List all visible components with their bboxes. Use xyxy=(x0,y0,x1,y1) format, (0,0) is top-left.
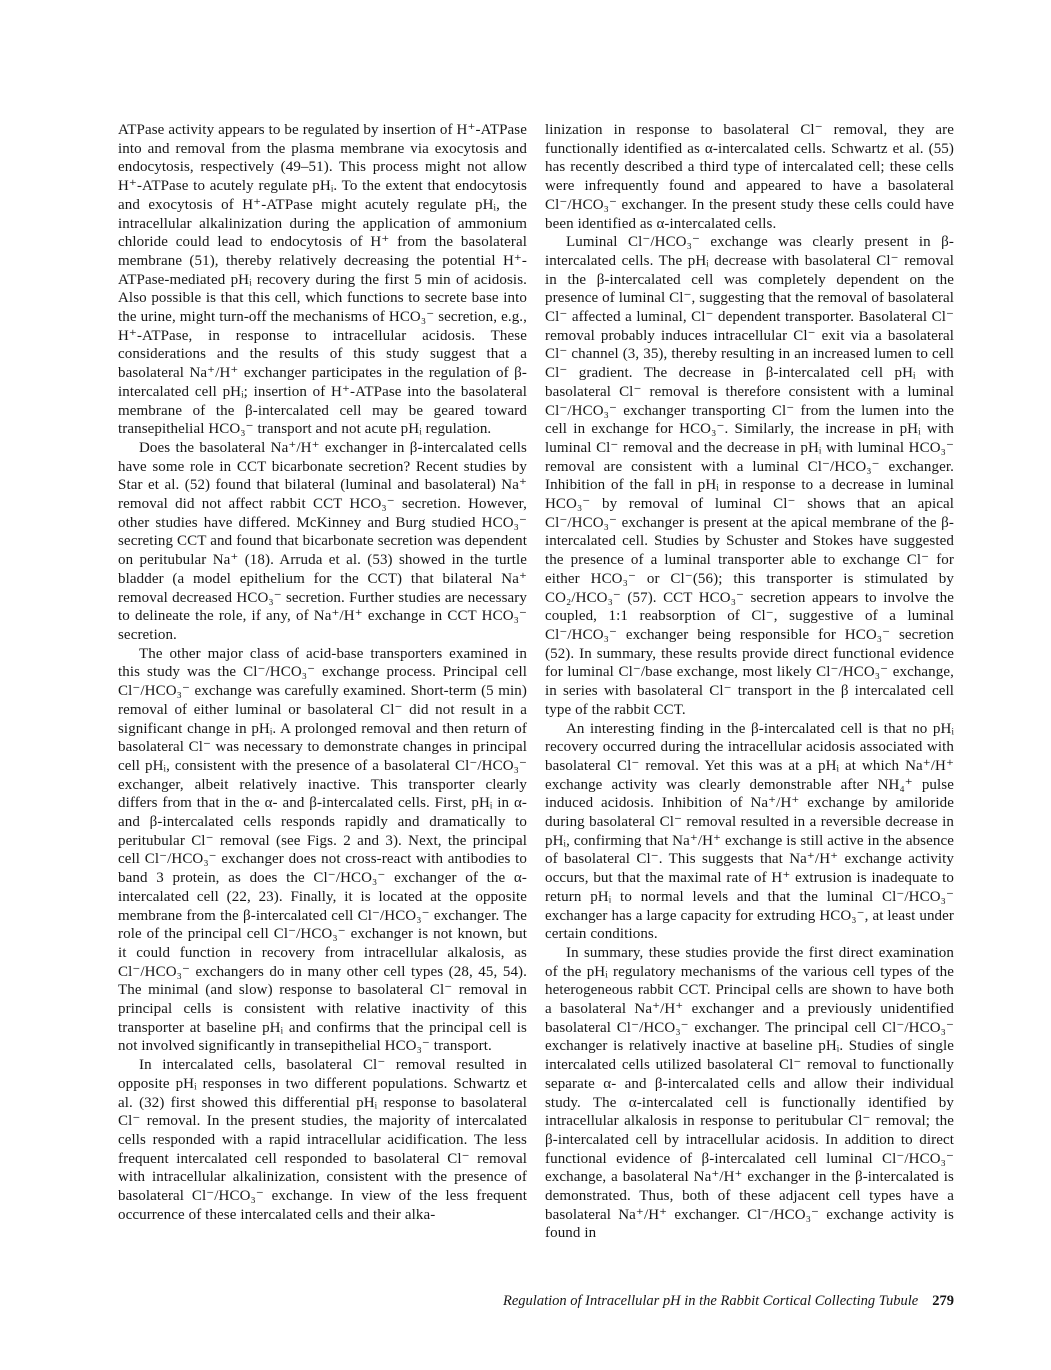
paragraph: An interesting finding in the β-intercalated cell is that no pHᵢ recovery occurred during the intracellular acidosis associated with basolateral Cl⁻ removal. Yet this was at a pHᵢ at which Na⁺/H⁺ exchange activity was clearly demonstrable after NH₄⁺ pulse induced acidosis. Inhibition of Na⁺/H⁺ exchange by amiloride during basolateral Cl⁻ removal resulted in a reversible decrease in pHᵢ, confirming that Na⁺/H⁺ exchange is still active in the absence of basolateral Cl⁻. This suggests that Na⁺/H⁺ exchange activity occurs, but that the maximal rate of H⁺ extrusion is inadequate to return pHᵢ to normal levels and that the luminal Cl⁻/HCO₃⁻ exchanger has a large capacity for extruding HCO₃⁻, at least under certain conditions. xyxy=(545,720,954,943)
running-footer xyxy=(118,1292,954,1310)
footer-title: Regulation of Intracellular pH in the Rabbit Cortical Collecting Tubule xyxy=(503,1293,919,1309)
paragraph: linization in response to basolateral Cl⁻ removal, they are functionally identified as α-intercalated cells. Schwartz et al. (55) has recently described a third type of intercalated cell; these cells were infrequently found and appeared to have a basolateral Cl⁻/HCO₃⁻ exchanger. In the present study these cells could have been identified as α-intercalated cells. xyxy=(545,122,954,232)
paragraph: Does the basolateral Na⁺/H⁺ exchanger in β-intercalated cells have some role in CCT bicarbonate secretion? Recent studies by Star et al. (52) found that bilateral (luminal and basolateral) Na⁺ removal did not affect rabbit CCT HCO₃⁻ secretion. However, other studies have differed. McKinney and Burg studied HCO₃⁻ secreting CCT and found that bicarbonate secretion was dependent on peritubular Na⁺ (18). Arruda et al. (53) showed in the turtle bladder (a model epithelium for the CCT) that bilateral Na⁺ removal decreased HCO₃⁻ secretion. Further studies are necessary to delineate the role, if any, of Na⁺/H⁺ exchange in CCT HCO₃⁻ secretion. xyxy=(118,439,527,643)
paragraph: In intercalated cells, basolateral Cl⁻ removal resulted in opposite pHᵢ responses in two different populations. Schwartz et al. (32) first showed this differential pHᵢ response to basolateral Cl⁻ removal. In the present studies, the majority of intercalated cells responded with a rapid intracellular acidification. The less frequent intercalated cell responded to basolateral Cl⁻ removal with intracellular alkalinization, consistent with the presence of basolateral Cl⁻/HCO₃⁻ exchange. In view of the less frequent occurrence of these intercalated cells and their alka- xyxy=(118,1057,527,1223)
page-number: 279 xyxy=(932,1293,954,1309)
left-column xyxy=(118,121,527,1243)
paragraph: The other major class of acid-base transporters examined in this study was the Cl⁻/HCO₃⁻ exchange process. Principal cell Cl⁻/HCO₃⁻ exchange was carefully examined. Short-term (5 min) removal of either luminal or basolateral Cl⁻ did not result in a significant change in pHᵢ. A prolonged removal and then return of basolateral Cl⁻ was necessary to demonstrate changes in principal cell pHᵢ, consistent with the presence of a basolateral Cl⁻/HCO₃⁻ exchanger, albeit relatively inactive. This transporter clearly differs from that in the α- and β-intercalated cells. First, pHᵢ in α- and β-intercalated cells responds rapidly and dramatically to peritubular Cl⁻ removal (see Figs. 2 and 3). Next, the principal cell Cl⁻/HCO₃⁻ exchanger does not cross-react with antibodies to band 3 protein, as does the Cl⁻/HCO₃⁻ exchanger of the α-intercalated cell (22, 23). Finally, it is located at the opposite membrane from the β-intercalated cell Cl⁻/HCO₃⁻ exchanger. The role of the principal cell Cl⁻/HCO₃⁻ exchanger is not known, but it could function in recovery from intracellular alkalosis, as Cl⁻/HCO₃⁻ exchangers do in many other cell types (28, 45, 54). The minimal (and slow) response to basolateral Cl⁻ removal in principal cells is consistent with relative inactivity of this transporter at baseline pHᵢ and confirms that the principal cell is not involved significantly in transepithelial HCO₃⁻ transport. xyxy=(118,645,527,1055)
paragraph: Luminal Cl⁻/HCO₃⁻ exchange was clearly present in β-intercalated cells. The pHᵢ decrease with basolateral Cl⁻ removal in the β-intercalated cell was completely dependent on the presence of luminal Cl⁻, suggesting that the removal of basolateral Cl⁻ affected a luminal, Cl⁻ dependent transporter. Basolateral Cl⁻ removal probably induces intracellular Cl⁻ exit via a basolateral Cl⁻ channel (3, 35), thereby resulting in an increased lumen to cell Cl⁻ gradient. The decrease in β-intercalated cell pHᵢ with basolateral Cl⁻ removal is therefore consistent with a luminal Cl⁻/HCO₃⁻ exchanger transporting Cl⁻ from the lumen into the cell in exchange for HCO₃⁻. Similarly, the increase in pHᵢ with luminal Cl⁻ removal and the decrease in pHᵢ with luminal HCO₃⁻ removal are consistent with a luminal Cl⁻/HCO₃⁻ exchanger. Inhibition of the fall in pHᵢ in response to a decrease in luminal HCO₃⁻ by removal of luminal Cl⁻ shows that an apical Cl⁻/HCO₃⁻ exchanger is present at the apical membrane of the β-intercalated cell. Studies by Schuster and Stokes have suggested the presence of a luminal transporter able to exchange Cl⁻ for either HCO₃⁻ or Cl⁻(56); this transporter is stimulated by CO₂/HCO₃⁻ (57). CCT HCO₃⁻ secretion appears to involve the coupled, 1:1 reabsorption of Cl⁻, suggestive of a luminal Cl⁻/HCO₃⁻ exchanger being responsible for HCO₃⁻ secretion (52). In summary, these results provide direct functional evidence for luminal Cl⁻/base exchange, most likely Cl⁻/HCO₃⁻ exchange, in series with basolateral Cl⁻ transport in the β intercalated cell type of the rabbit CCT. xyxy=(545,234,954,718)
paragraph: ATPase activity appears to be regulated by insertion of H⁺-ATPase into and removal from the plasma membrane via exocytosis and endocytosis, respectively (49–51). This process might not allow H⁺-ATPase to acutely regulate pHᵢ. To the extent that endocytosis and exocytosis of H⁺-ATPase might acutely regulate pHᵢ, the intracellular alkalinization during the application of ammonium chloride could lead to endocytosis of H⁺ from the basolateral membrane (51), thereby relatively decreasing the potential H⁺-ATPase-mediated pHᵢ recovery during the first 5 min of acidosis. Also possible is that this cell, which functions to secrete base into the urine, might turn-off the mechanisms of HCO₃⁻ secretion, e.g., H⁺-ATPase, in response to intracellular acidosis. These considerations and the results of this study suggest that a basolateral Na⁺/H⁺ exchanger participates in the regulation of β-intercalated cell pHᵢ; insertion of H⁺-ATPase into the basolateral membrane of the β-intercalated cell may be geared toward transepithelial HCO₃⁻ transport and not acute pHᵢ regulation. xyxy=(118,122,527,438)
paragraph: In summary, these studies provide the first direct examination of the pHᵢ regulatory mechanisms of the various cell types of the heterogeneous rabbit CCT. Principal cells are shown to have both a basolateral Na⁺/H⁺ exchanger and a previously unidentified basolateral Cl⁻/HCO₃⁻ exchanger. The principal cell Cl⁻/HCO₃⁻ exchanger is relatively inactive at baseline pHᵢ. Studies of single intercalated cells utilized basolateral Cl⁻ removal to functionally separate α- and β-intercalated cells and allow their individual study. The α-intercalated cell is functionally identified by intracellular alkalosis in response to peritubular Cl⁻ removal; the β-intercalated cell by intracellular acidosis. In addition to direct functional evidence of β-intercalated cell luminal Cl⁻/HCO₃⁻ exchange, a basolateral Na⁺/H⁺ exchanger in the β-intercalated is demonstrated. Thus, both of these adjacent cell types have a basolateral Na⁺/H⁺ exchanger. Cl⁻/HCO₃⁻ exchange activity is found in xyxy=(545,944,954,1242)
text-columns xyxy=(118,121,954,1243)
right-column xyxy=(545,121,954,1243)
